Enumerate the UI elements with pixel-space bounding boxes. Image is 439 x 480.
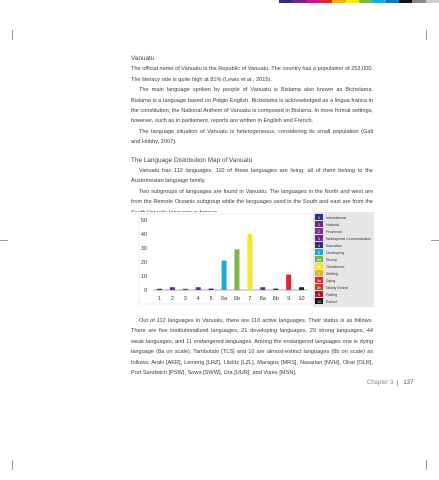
paragraph: The main language spoken by people of Vanuatu is Bislama also known as Bichelama. Bislama is a language based on Pidgin English. Bichelama is acknowledged as a lingua franca in the constitution; the National Anthem of Vanuatu is composed in Bislama. In more formal settings, however, such as in parliament, reports are written in English and French. — [131, 87, 373, 125]
legend-label: Widespread Communication — [326, 237, 372, 241]
color-swatch — [399, 0, 412, 3]
paragraph: Two subgroups of languages are found in Vanuatu. The languages in the North and west are from the Remote Oceanic subgroup while the languages used in the South and east are from the — [131, 188, 373, 206]
crop-mark-mid-right — [431, 240, 439, 241]
y-tick-label: 40 — [140, 232, 147, 238]
color-swatch — [412, 0, 425, 3]
page-footer — [367, 380, 413, 386]
section-title: The Language Distribution Map of Vanuatu — [131, 156, 253, 164]
legend-code: 0 — [318, 216, 320, 220]
legend-label: National — [326, 223, 340, 227]
color-swatch — [319, 0, 332, 3]
crop-mark-bottom-right — [426, 460, 427, 470]
bar-10 — [299, 287, 304, 290]
page-number: 137 — [397, 380, 413, 386]
legend-code: 5 — [318, 251, 320, 255]
bar-5 — [209, 289, 214, 290]
bar-4 — [196, 287, 201, 290]
color-swatch — [359, 0, 372, 3]
y-tick-label: 20 — [140, 260, 147, 266]
color-swatch — [386, 0, 399, 3]
color-swatch — [426, 0, 439, 3]
x-tick-label: 2 — [170, 296, 174, 302]
x-tick-label: 6b — [233, 296, 241, 302]
x-tick-label: 8b — [272, 296, 279, 302]
legend-code: 3 — [318, 237, 320, 241]
bar-7 — [247, 234, 252, 290]
legend-code: 4 — [318, 244, 320, 248]
y-tick-label: 50 — [140, 218, 147, 224]
legend-code: 10 — [317, 300, 321, 304]
paragraph: The official name of Vanuatu is the Republic of Vanuatu. The country has a population of 253,000. The literacy rate is quite high at 81% (Lewis et al., 2015). — [131, 66, 373, 83]
color-swatch — [306, 0, 319, 3]
bar-9 — [286, 275, 291, 290]
legend-code: 8a — [317, 279, 321, 283]
bar-8b — [273, 289, 278, 290]
paragraph: Vanuatu has 112 languages. 110 of these languages are living; all of them belong to the Austronesian language family. — [131, 168, 373, 185]
legend-code: 8b — [317, 286, 321, 290]
x-tick-label: 6a — [220, 296, 228, 302]
color-swatch — [279, 0, 292, 3]
color-swatch — [346, 0, 359, 3]
x-tick-label: 1 — [157, 296, 161, 302]
document-body-continued — [131, 316, 373, 378]
legend-label: Dying — [326, 279, 336, 283]
legend-code: 7 — [318, 272, 320, 276]
legend-code: 9 — [318, 293, 320, 297]
legend-label: Developing — [326, 251, 344, 255]
legend-label: Threatened — [326, 265, 345, 269]
x-tick-label: 4 — [196, 296, 200, 302]
legend-label: Strong — [326, 258, 337, 262]
print-color-bar — [279, 0, 439, 3]
x-tick-label: 5 — [209, 296, 213, 302]
x-tick-label: 3 — [183, 296, 187, 302]
color-swatch — [372, 0, 385, 3]
y-tick-label: 0 — [143, 288, 147, 294]
legend-label: Education — [326, 244, 342, 248]
paragraph: Out of 112 languages in Vanuatu, there are 110 active languages. Their status is as follows. There are five institutionalized languages, 21 developing languages, 29 strong languages, 44 weak languages, and 11 endangered languages. Among the endangered languages one is dying language (8a on scale), Tambotalo [TLS] and 10 are almost-extinct languages (8b on scale) as follows: Araki [AKR], Lemerig [LRZ], Litzlitz [LZL], Maragus [MRS], Nasarian [NVH], Olrat [OLR], Port Sandwich [PSW], Sowa [SWW], Ura [UUR], and Vurës [MSN]. — [131, 318, 373, 377]
x-tick-label: 7 — [248, 296, 252, 302]
x-tick-label: 10 — [298, 296, 305, 302]
legend-code: 6a — [317, 258, 321, 262]
color-swatch — [292, 0, 305, 3]
paragraph: The language situation of Vanuatu is heterogeneous, considering its small population (Gall and Hobby, 2007). — [131, 128, 373, 146]
crop-mark-mid-left — [0, 240, 8, 241]
chapter-label: Chapter 3 — [367, 380, 394, 386]
crop-mark-top-right — [426, 30, 427, 40]
legend-code: 2 — [318, 230, 320, 234]
y-tick-label: 30 — [140, 246, 147, 252]
bar-2 — [170, 287, 175, 290]
section-title: Vanuatu — [131, 55, 155, 62]
bar-6a — [222, 261, 227, 290]
x-tick-label: 9 — [287, 296, 291, 302]
bar-6b — [234, 249, 239, 290]
y-tick-label: 10 — [140, 274, 147, 280]
color-swatch — [332, 0, 345, 3]
crop-mark-bottom-left — [12, 460, 13, 470]
language-transmission-chart — [131, 212, 374, 307]
legend-label: Nearly Extinct — [326, 286, 349, 290]
legend-code: 1 — [318, 223, 320, 227]
legend-label: International — [326, 216, 346, 220]
document-body — [131, 54, 373, 235]
bar-8a — [260, 287, 265, 290]
legend-label: Shifting — [326, 272, 338, 276]
crop-mark-top-left — [12, 30, 13, 40]
bar-3 — [183, 289, 188, 290]
bar-1 — [157, 289, 162, 290]
legend-code: 6b — [317, 265, 321, 269]
legend-label: Provincial — [326, 230, 342, 234]
legend-label: Extinct — [326, 300, 337, 304]
x-tick-label: 8a — [259, 296, 266, 302]
legend-label: Fading — [326, 293, 337, 297]
